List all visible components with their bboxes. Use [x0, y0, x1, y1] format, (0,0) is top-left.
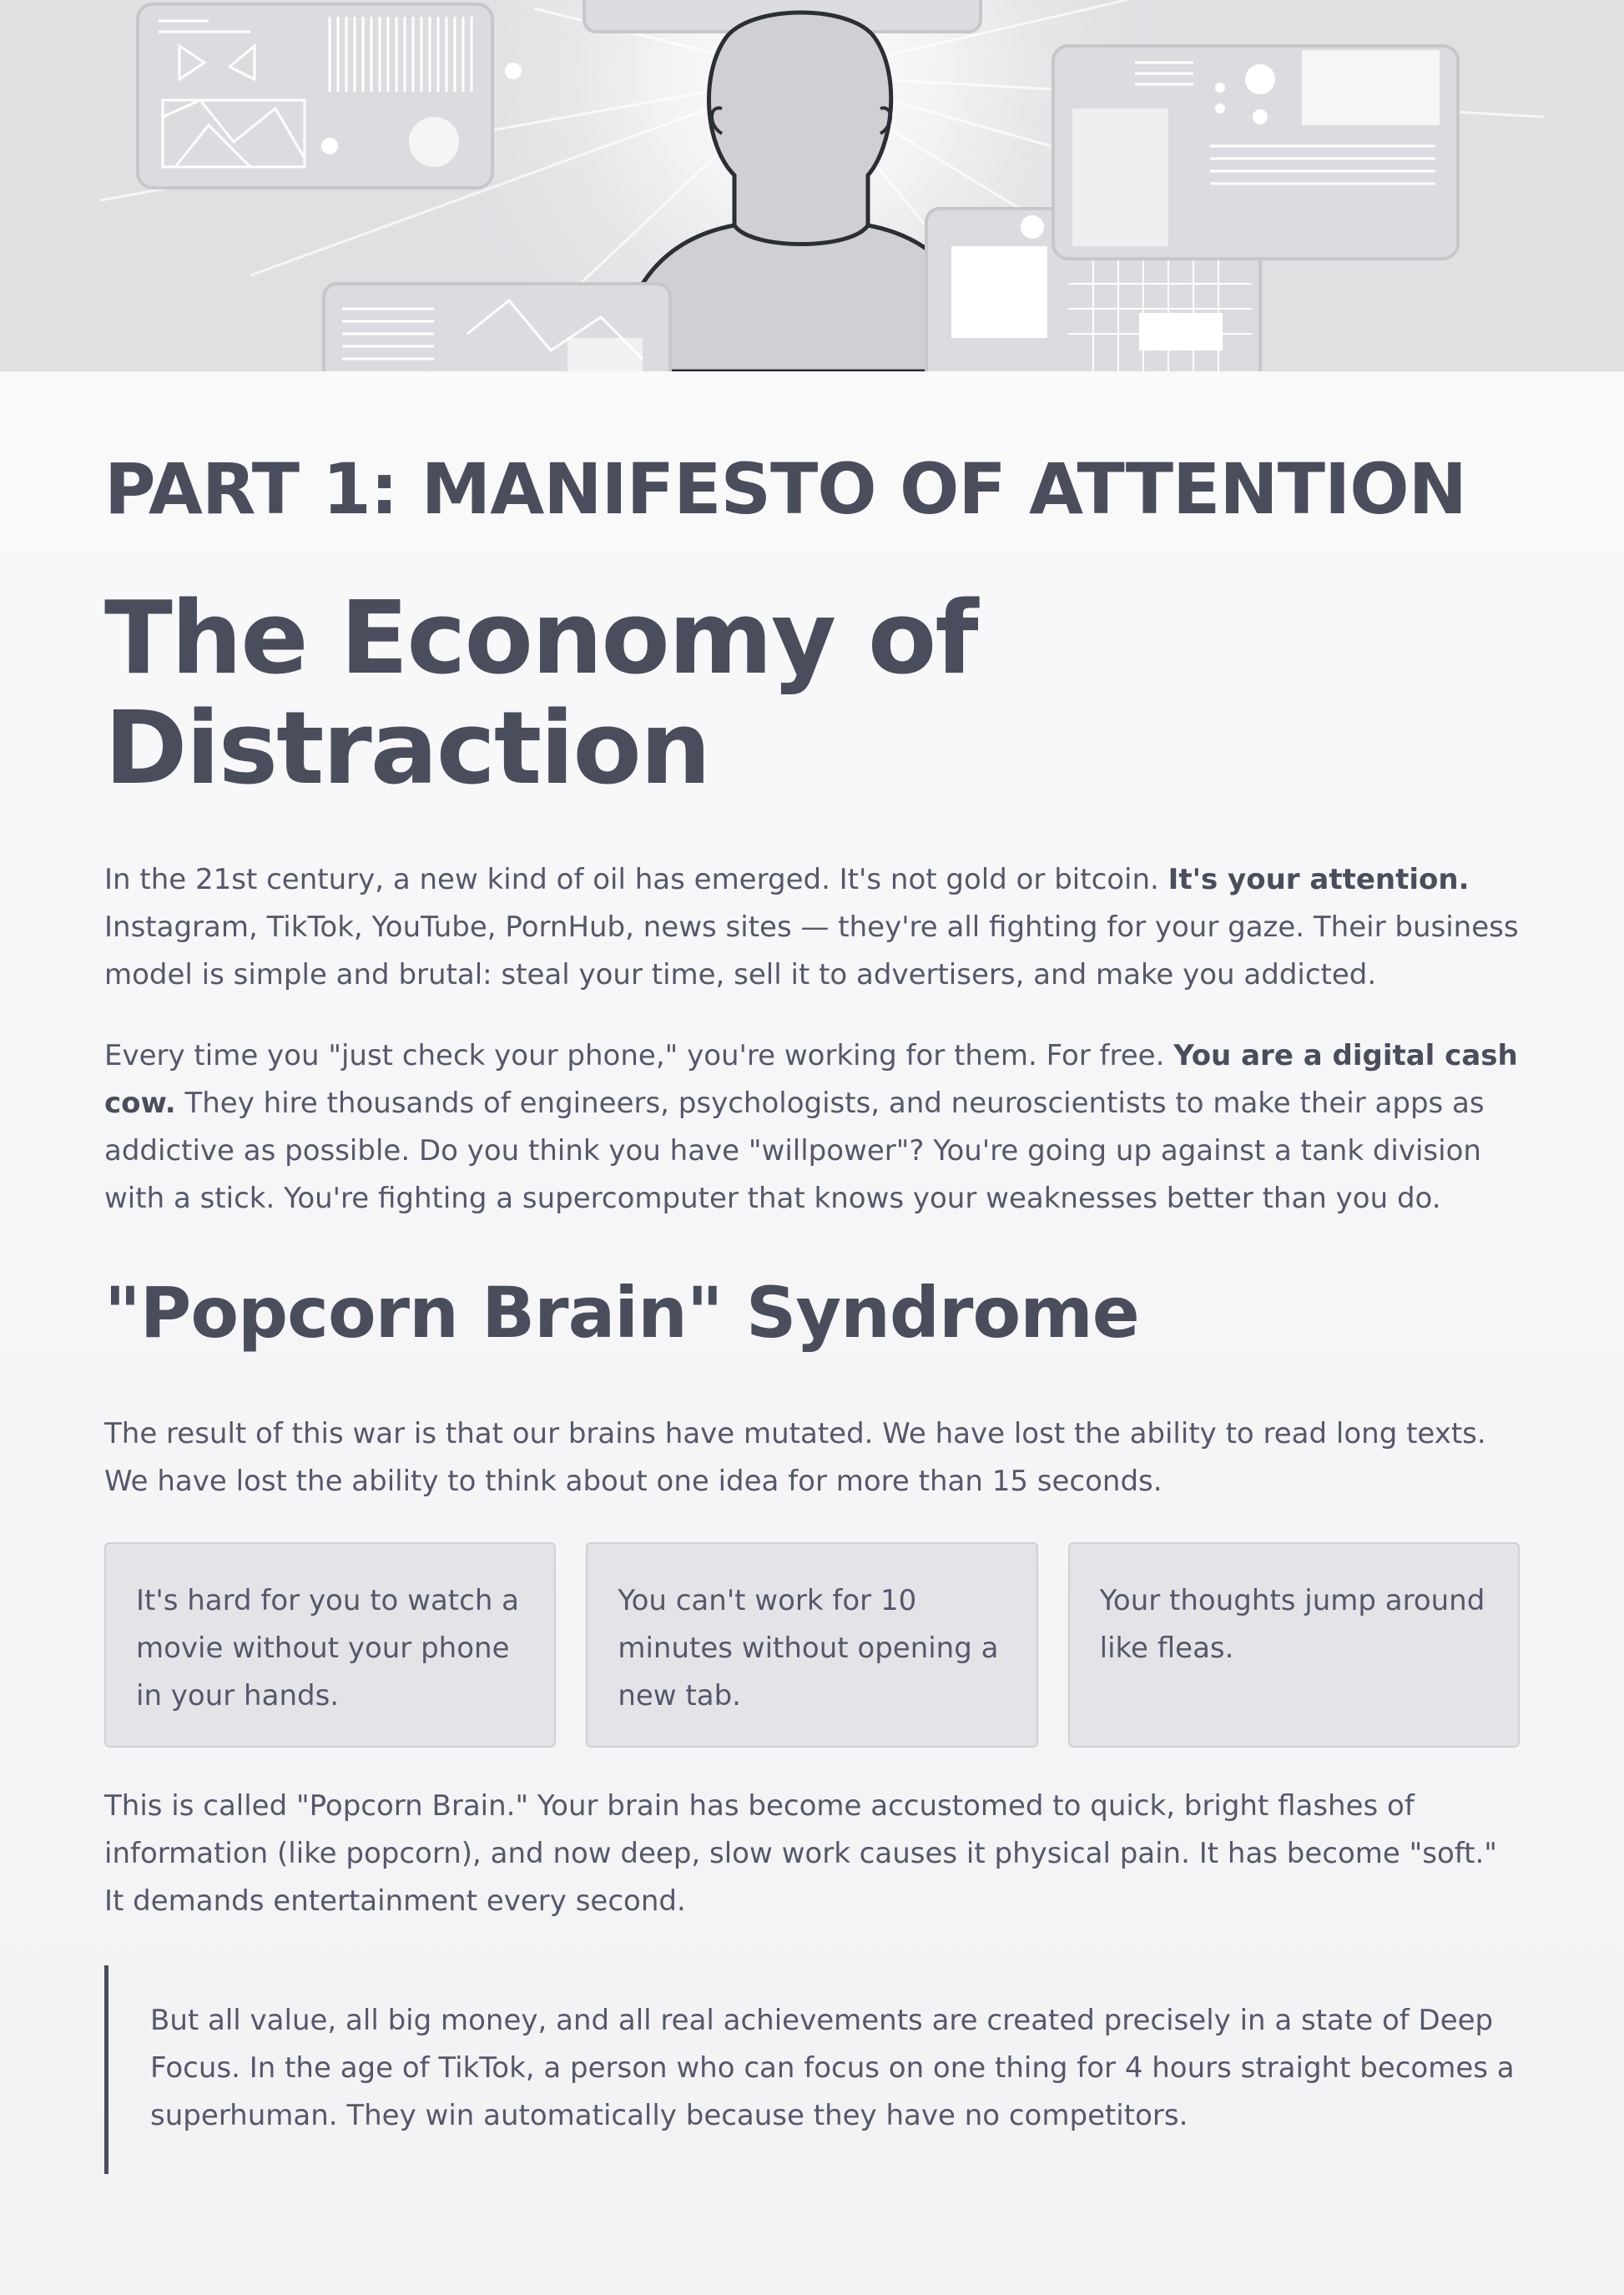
section-title: "Popcorn Brain" Syndrome [104, 1272, 1139, 1354]
paragraph-1-bold: It's your attention. [1168, 863, 1470, 897]
main-title: The Economy of Distraction [104, 581, 977, 808]
paragraph-1-text-b: Instagram, TikTok, YouTube, PornHub, news sites — they're all fighting for your gaze. Their business model is simple and brutal: steal your time, sell it to advertisers, and make you addicted. [104, 910, 1519, 992]
paragraph-2-text-a: Every time you "just check your phone," you're working for them. For free. [104, 1039, 1174, 1073]
symptom-card: It's hard for you to watch a movie without your phone in your hands. [104, 1542, 556, 1748]
paragraph-1 [104, 856, 1520, 999]
paragraph-3: The result of this war is that our brains have mutated. We have lost the ability to read long texts. We have lost the ability to think about one idea for more than 15 seconds. [104, 1416, 1486, 1498]
paragraph-1-text-a: In the 21st century, a new kind of oil has emerged. It's not gold or bitcoin. [104, 863, 1168, 897]
paragraph-2 [104, 1032, 1520, 1223]
symptom-cards [104, 1542, 1520, 1748]
part-title: PART 1: MANIFESTO OF ATTENTION [104, 448, 1466, 530]
hero-illustration [0, 0, 1624, 371]
symptom-card: Your thoughts jump around like fleas. [1068, 1542, 1520, 1748]
paragraph-2-text-b: They hire thousands of engineers, psychologists, and neuroscientists to make their apps as addictive as possible. Do you think you have "willpower"? You're going up against a tank division with a stick. You're fighting a supercomputer that knows your weaknesses better than you do. [104, 1087, 1485, 1216]
paragraph-4: This is called "Popcorn Brain." Your brain has become accustomed to quick, bright flashes of information (like popcorn), and now deep, slow work causes it physical pain. It has become "soft." It demands entertainment every second. [104, 1788, 1497, 1918]
symptom-card: You can't work for 10 minutes without opening a new tab. [586, 1542, 1037, 1748]
paragraph-2-bold: You are a digital cash cow. [104, 1039, 1518, 1121]
article [104, 448, 1520, 2202]
pull-quote: But all value, all big money, and all real achievements are created precisely in a state of Deep Focus. In the age of TikTok, a person who can focus on one thing for 4 hours straight becomes a superhuman. They win automatically because they have no competitors. [104, 1965, 1520, 2174]
